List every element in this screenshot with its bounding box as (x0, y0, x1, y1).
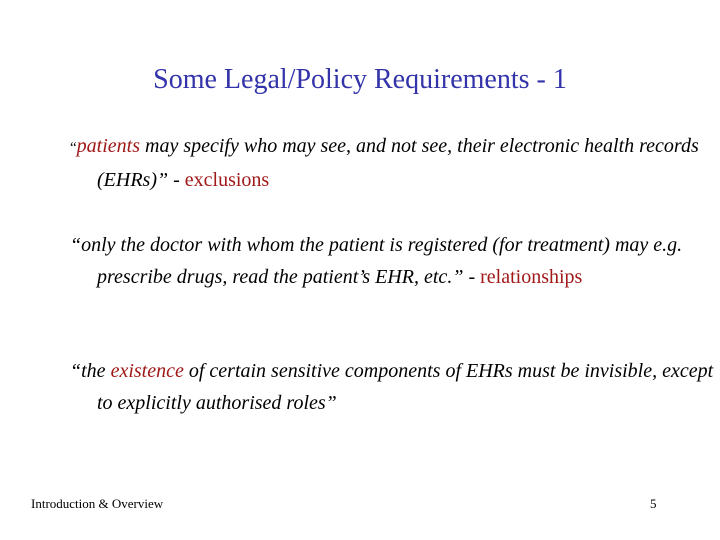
page-number: 5 (650, 496, 657, 511)
requirement-highlight: existence (110, 360, 184, 382)
requirement-exclusions (70, 130, 717, 196)
requirement-text-after: of certain sensitive components of EHRs must be invisible, except to explicitly authorised roles” (97, 360, 714, 414)
slide-title: Some Legal/Policy Requirements - 1 (153, 64, 567, 95)
requirement-existence (70, 355, 717, 419)
requirement-text: may specify who may see, and not see, their electronic health records (EHRs)” (97, 135, 699, 191)
requirement-highlight: patients (76, 135, 141, 157)
requirement-relationships (70, 229, 717, 293)
requirement-separator: - (168, 169, 185, 191)
open-quote: “ (70, 360, 82, 382)
requirement-keyword: exclusions (184, 169, 270, 191)
requirement-text: only the doctor with whom the patient is registered (for treatment) may e.g. prescribe drugs, read the patient’s EHR, etc.” (81, 234, 683, 288)
open-quote: “ (70, 234, 82, 256)
requirement-keyword: relationships (480, 266, 583, 288)
open-quote: “ (70, 140, 77, 156)
requirement-text-before: the (81, 360, 111, 382)
requirement-separator: - (463, 266, 481, 288)
footer-section-label: Introduction & Overview (31, 496, 164, 511)
